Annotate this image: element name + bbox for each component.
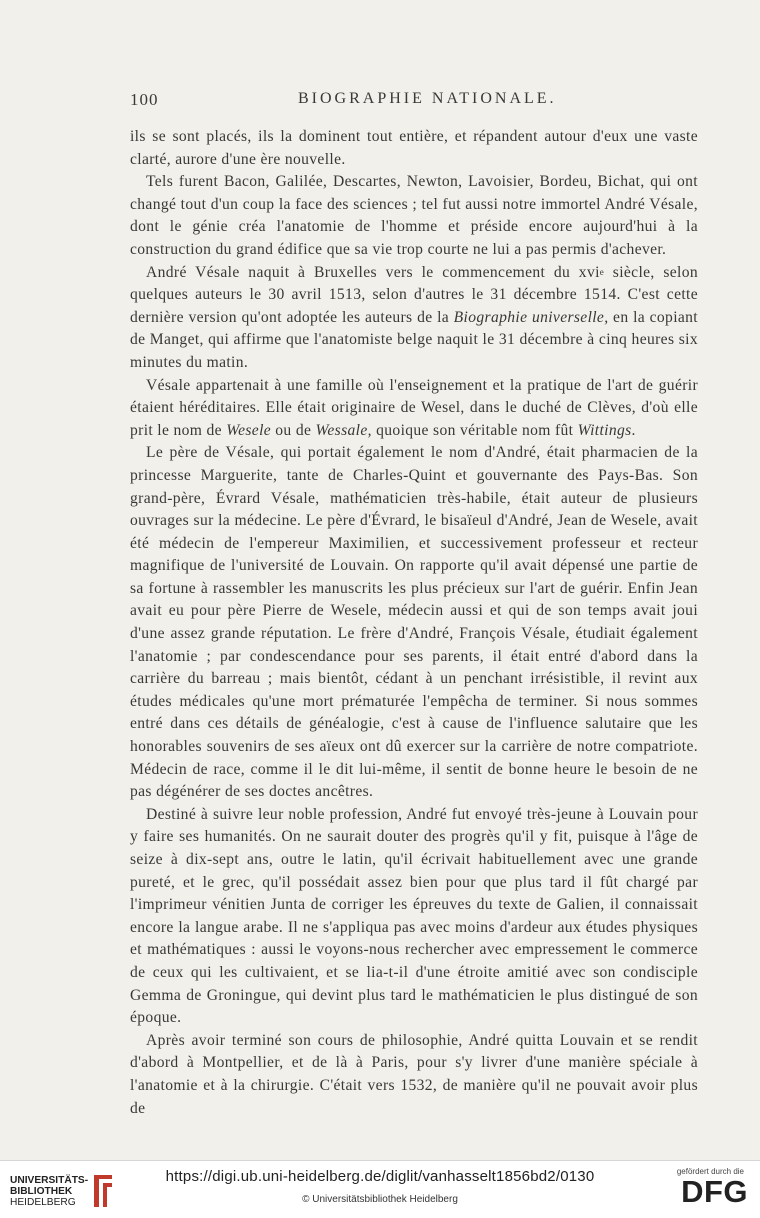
text-run: André Vésale naquit à Bruxelles vers le commencement du xvi <box>146 263 600 281</box>
paragraph: Destiné à suivre leur noble profession, André fut envoyé très-jeune à Louvain pour y faire ses humanités. On ne saurait douter des progrès qu'il y fit, puisque à l'âge de seize à dix-sept ans, outre le latin, qu'il écrivait habituellement avec une grande pureté, et le grec, qu'il possédait assez bien pour que plus tard il fût chargé par l'imprimeur vénitien Junta de corriger les épreuves du texte de Galien, il connaissait encore la langue arabe. Il ne s'appliqua pas avec moins d'ardeur aux études physiques et mathématiques : aussi le voyons-nous rechercher avec empressement le commerce de ceux qui les cultivaient, et se lia-t-il d'une étroite amitié avec son condisciple Gemma de Groningue, qui devint plus tard le mathématicien le plus distingué de son époque. <box>130 805 698 1027</box>
italic-name: Wittings <box>577 421 632 439</box>
viewer-footer <box>0 1160 760 1218</box>
copyright-notice: © Universitätsbibliothek Heidelberg <box>302 1194 458 1205</box>
running-title: BIOGRAPHIE NATIONALE. <box>298 90 557 107</box>
page-number: 100 <box>130 90 159 109</box>
italic-name: Wessale, <box>315 421 372 439</box>
paragraph: Le père de Vésale, qui portait également le nom d'André, était pharmacien de la princesse Marguerite, tante de Charles-Quint et gouvernante des Pays-Bas. Son grand-père, Évrard Vésale, mathématicien très-habile, était auteur de plusieurs ouvrages sur la médecine. Le père d'Évrard, le bisaïeul d'André, Jean de Wesele, avait été médecin de l'empereur Maximilien, et successivement professeur et recteur magnifique de l'université de Louvain. On rapporte qu'il avait dépensé une partie de sa fortune à rassembler les manuscrits les plus précieux sur l'art de guérir. Enfin Jean avait eu pour père Pierre de Wesele, médecin aussi et qui de son temps avait joui d'une assez grande réputation. Le frère d'André, François Vésale, étudiait également l'anatomie ; par condescendance pour ses parents, il était entré d'abord dans la carrière du barreau ; mais bientôt, cédant à un penchant irrésistible, il revint aux études médicales qu'une mort prématurée l'empêcha de terminer. Si nous sommes entré dans ces détails de généalogie, c'est à cause de l'influence salutaire que les honorables souvenirs de ses aïeux ont dû exercer sur la carrière de notre compatriote. Médecin de race, comme il le dit lui-même, il sentit de bonne heure le besoin de ne pas dégénérer de ses doctes ancêtres. <box>130 444 698 801</box>
dfg-logo[interactable] <box>664 1167 748 1215</box>
library-name-line: BIBLIOTHEK <box>10 1186 73 1197</box>
text-run: en la copiant de Manget, qui affirme que l'anatomiste belge naquit le 31 décembre à cinq heures six minutes du matin. <box>130 308 698 371</box>
text-run: Vésale appartenait à une famille où l'enseignement et la pratique de l'art de guérir étaient héréditaires. Elle était originaire de Wesel, dans le duché de Clèves, d'où elle prit le nom de <box>130 376 698 439</box>
italic-name: Wesele <box>226 421 272 439</box>
paragraph: ils se sont placés, ils la dominent tout entière, et répandent autour d'eux une vaste clarté, aurore d'une ère nouvelle. <box>130 128 698 168</box>
paragraph <box>130 375 698 443</box>
permalink-url[interactable]: https://digi.ub.uni-heidelberg.de/diglit/vanhasselt1856bd2/0130 <box>165 1168 595 1185</box>
body-text <box>130 126 698 1120</box>
superscript: e <box>599 266 605 277</box>
text-run: ou de <box>271 421 316 439</box>
paragraph <box>130 262 698 375</box>
italic-title: Biographie universelle, <box>453 308 609 326</box>
text-run: . <box>631 421 636 439</box>
text-run: quoique son véritable nom fût <box>371 421 578 439</box>
funded-by-label: gefördert durch die <box>676 1167 744 1176</box>
library-name-line: UNIVERSITÄTS- <box>10 1175 89 1186</box>
paragraph: Après avoir terminé son cours de philosophie, André quitta Louvain et se rendit d'abord à Montpellier, et de là à Paris, pour s'y livrer d'une manière spéciale à l'anatomie et à la chirurgie. C'était vers 1532, de manière qu'il ne pouvait avoir plus de <box>130 1031 698 1117</box>
dfg-wordmark: DFG <box>681 1174 748 1209</box>
library-name-line: HEIDELBERG <box>10 1197 76 1208</box>
text-run: siècle, selon quelques auteurs le 30 avril 1513, selon d'autres le 31 décembre 1514. C'est cette dernière version qu'ont adoptée les auteurs de la <box>130 263 698 326</box>
paragraph: Tels furent Bacon, Galilée, Descartes, Newton, Lavoisier, Bordeu, Bichat, qui ont changé tout d'un coup la face des sciences ; tel fut aussi notre immortel André Vésale, dont le génie créa l'anatomie de l'homme et préside encore aujourd'hui à la construction du grand édifice que sa vie trop courte ne lui a pas permis d'achever. <box>130 173 698 258</box>
page-header <box>130 90 698 112</box>
